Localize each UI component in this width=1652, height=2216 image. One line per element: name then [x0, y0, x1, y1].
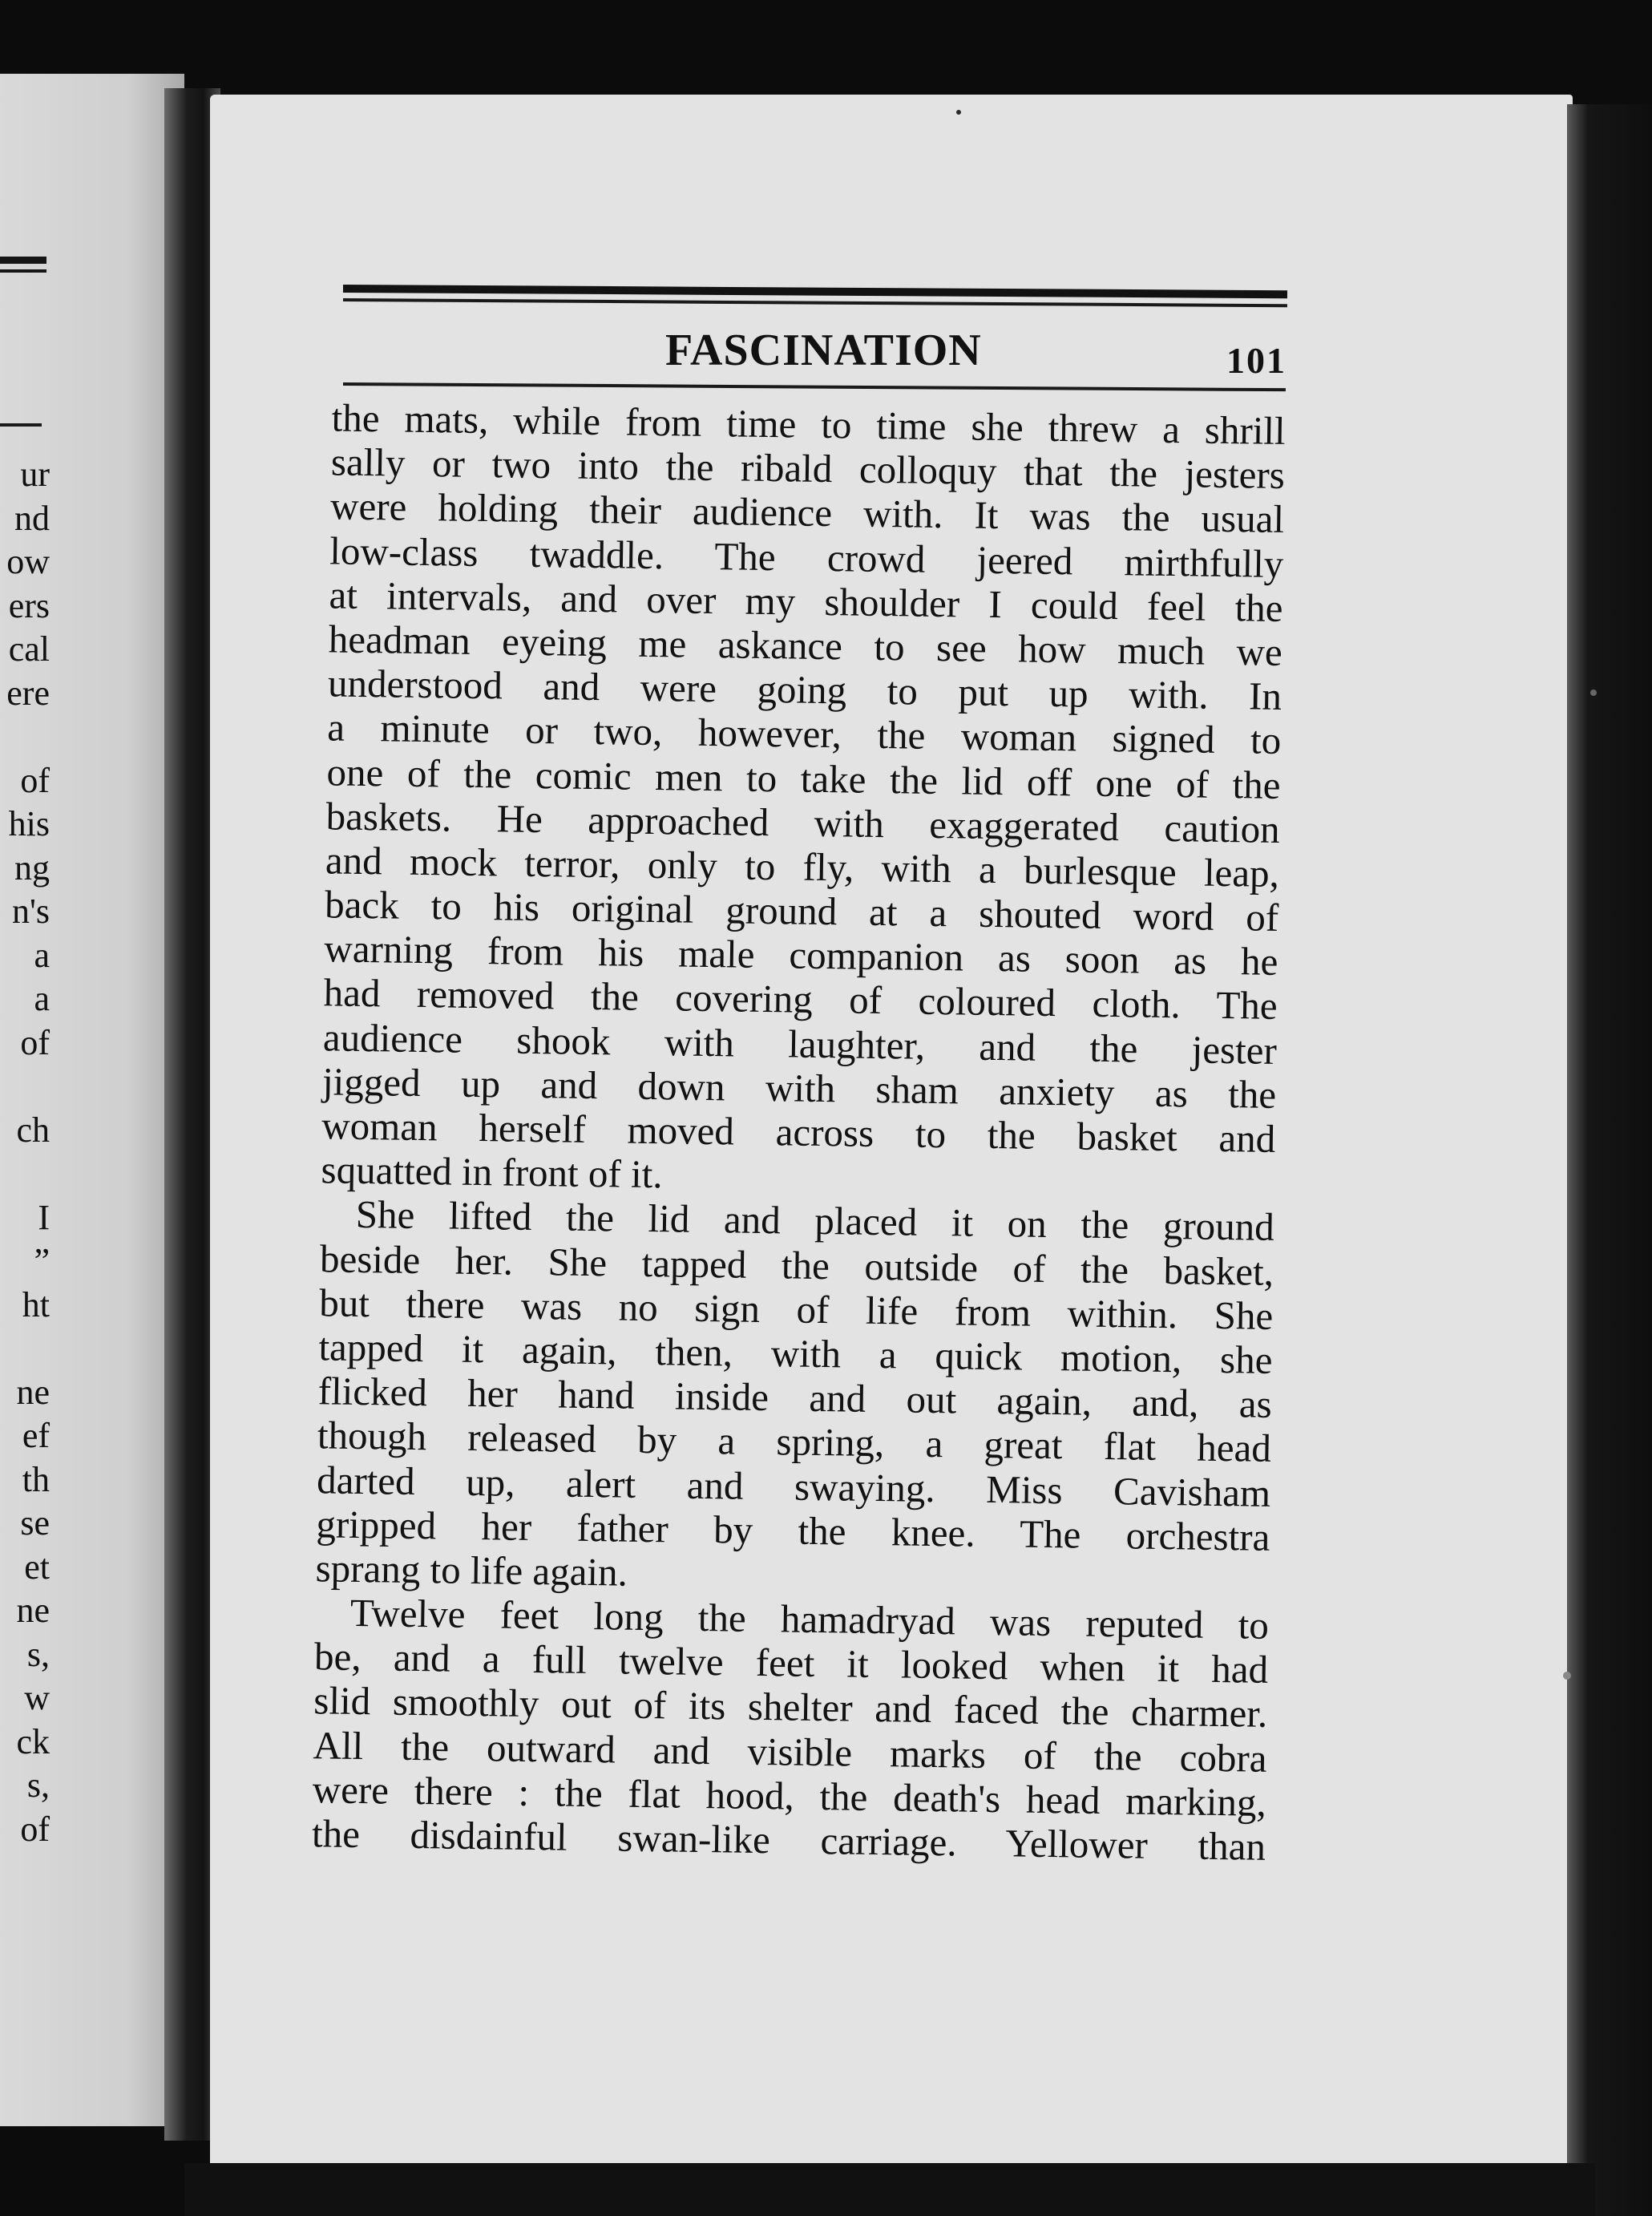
left-page-fragment: ng [14, 847, 50, 888]
left-page-fragment [0, 1327, 50, 1371]
text-line: but there was no sign of life from within. She [318, 1280, 1274, 1338]
left-page-fragment: ” [34, 1241, 50, 1280]
running-title: FASCINATION [665, 326, 982, 375]
text-line: were holding their audience with. It was the usual [329, 483, 1285, 542]
text-line: sprang to life again. [315, 1546, 628, 1595]
text-line: baskets. He approached with exaggerated caution [325, 794, 1281, 851]
text-line: flicked her hand inside and out again, and, as [317, 1369, 1273, 1427]
left-page-fragment [0, 715, 50, 759]
text-line: one of the comic men to take the lid off one of the [326, 749, 1281, 807]
text-line: beside her. She tapped the outside of the basket, [319, 1235, 1274, 1294]
page-number: 101 [1226, 340, 1286, 381]
left-page-fragment: of [20, 760, 50, 800]
left-page-fragment: of [20, 1809, 50, 1849]
right-page-edge [1567, 104, 1652, 2216]
left-page-fragment: et [24, 1547, 50, 1587]
left-page-text-fragments [0, 453, 50, 1851]
text-line: at intervals, and over my shoulder I could feel the [329, 572, 1283, 630]
speck [1563, 1672, 1571, 1680]
left-page-fragment: a [34, 979, 50, 1018]
text-line: All the outward and visible marks of the cobra [313, 1722, 1267, 1781]
left-page-fragment: ere [6, 673, 50, 713]
left-page-fragment: ers [8, 585, 50, 625]
left-page-edge [0, 74, 184, 2126]
bottom-page-edge [184, 2163, 1595, 2216]
left-page-fragment: ef [22, 1416, 50, 1455]
text-line: had removed the covering of coloured cloth. The [323, 970, 1278, 1029]
left-page-fragment: ur [20, 455, 50, 494]
left-page-fragment: his [8, 804, 50, 843]
text-line: though released by a spring, a great flat head [317, 1413, 1272, 1471]
left-page-fragment [0, 1065, 50, 1109]
left-page-fragment: w [24, 1678, 50, 1717]
left-page-fragment: ne [16, 1372, 50, 1412]
text-line: be, and a full twelve feet it looked when it had [313, 1634, 1269, 1692]
left-page-fragment: nd [14, 498, 50, 538]
text-line: the disdainful swan-like carriage. Yellower than [311, 1811, 1266, 1869]
text-line: gripped her father by the knee. The orchestra [316, 1501, 1270, 1559]
text-line: back to his original ground at a shouted word of [324, 882, 1279, 940]
left-page-fragment [0, 1152, 50, 1196]
text-line: woman herself moved across to the basket and [321, 1103, 1276, 1161]
text-line: She lifted the lid and placed it on the ground [355, 1192, 1275, 1250]
left-page-fragment: s, [26, 1634, 50, 1674]
left-page-fragment: se [20, 1503, 50, 1543]
left-page-fragment: ow [6, 542, 50, 581]
left-page-underline-rule [0, 423, 42, 427]
speck [956, 110, 961, 115]
body-text [312, 395, 1286, 1869]
left-page-fragment: ht [22, 1284, 50, 1324]
left-page-fragment: I [38, 1197, 50, 1237]
text-line: jigged up and down with sham anxiety as the [321, 1059, 1277, 1117]
left-page-fragment: ch [16, 1110, 50, 1150]
text-line: a minute or two, however, the woman signed to [326, 705, 1282, 763]
text-line: tapped it again, then, with a quick motion, she [318, 1324, 1273, 1382]
left-page-fragment: ck [16, 1721, 50, 1761]
text-line: audience shook with laughter, and the jester [322, 1014, 1278, 1073]
text-line: darted up, alert and swaying. Miss Cavisham [316, 1457, 1271, 1515]
text-line: the mats, while from time to time she threw a shrill [331, 395, 1286, 453]
text-line: sally or two into the ribald colloquy that the jesters [330, 439, 1286, 498]
text-line: squatted in front of it. [321, 1147, 663, 1197]
text-line: low-class twaddle. The crowd jeered mirthfully [329, 528, 1284, 586]
left-page-fragment: s, [26, 1765, 50, 1805]
text-line: headman eyeing me askance to see how much we [328, 617, 1283, 674]
left-page-fragment: a [34, 935, 50, 975]
text-line: and mock terror, only to fly, with a burlesque leap, [325, 838, 1280, 896]
left-page-fragment: th [22, 1459, 50, 1499]
left-page-header-rule-thin [0, 269, 46, 273]
left-page-fragment: cal [8, 629, 50, 669]
speck [1590, 689, 1597, 696]
text-line: warning from his male companion as soon as he [324, 926, 1278, 985]
left-page-fragment: ne [16, 1591, 50, 1630]
left-page-fragment: of [20, 1022, 50, 1062]
text-line: Twelve feet long the hamadryad was reputed to [349, 1590, 1270, 1648]
text-line: understood and were going to put up with. In [327, 661, 1282, 719]
left-page-fragment: n's [11, 892, 50, 931]
text-line: were there : the flat hood, the death's head marking, [312, 1767, 1267, 1825]
left-page-header-rule [0, 257, 46, 264]
text-line: slid smoothly out of its shelter and faced the charmer. [313, 1678, 1268, 1737]
